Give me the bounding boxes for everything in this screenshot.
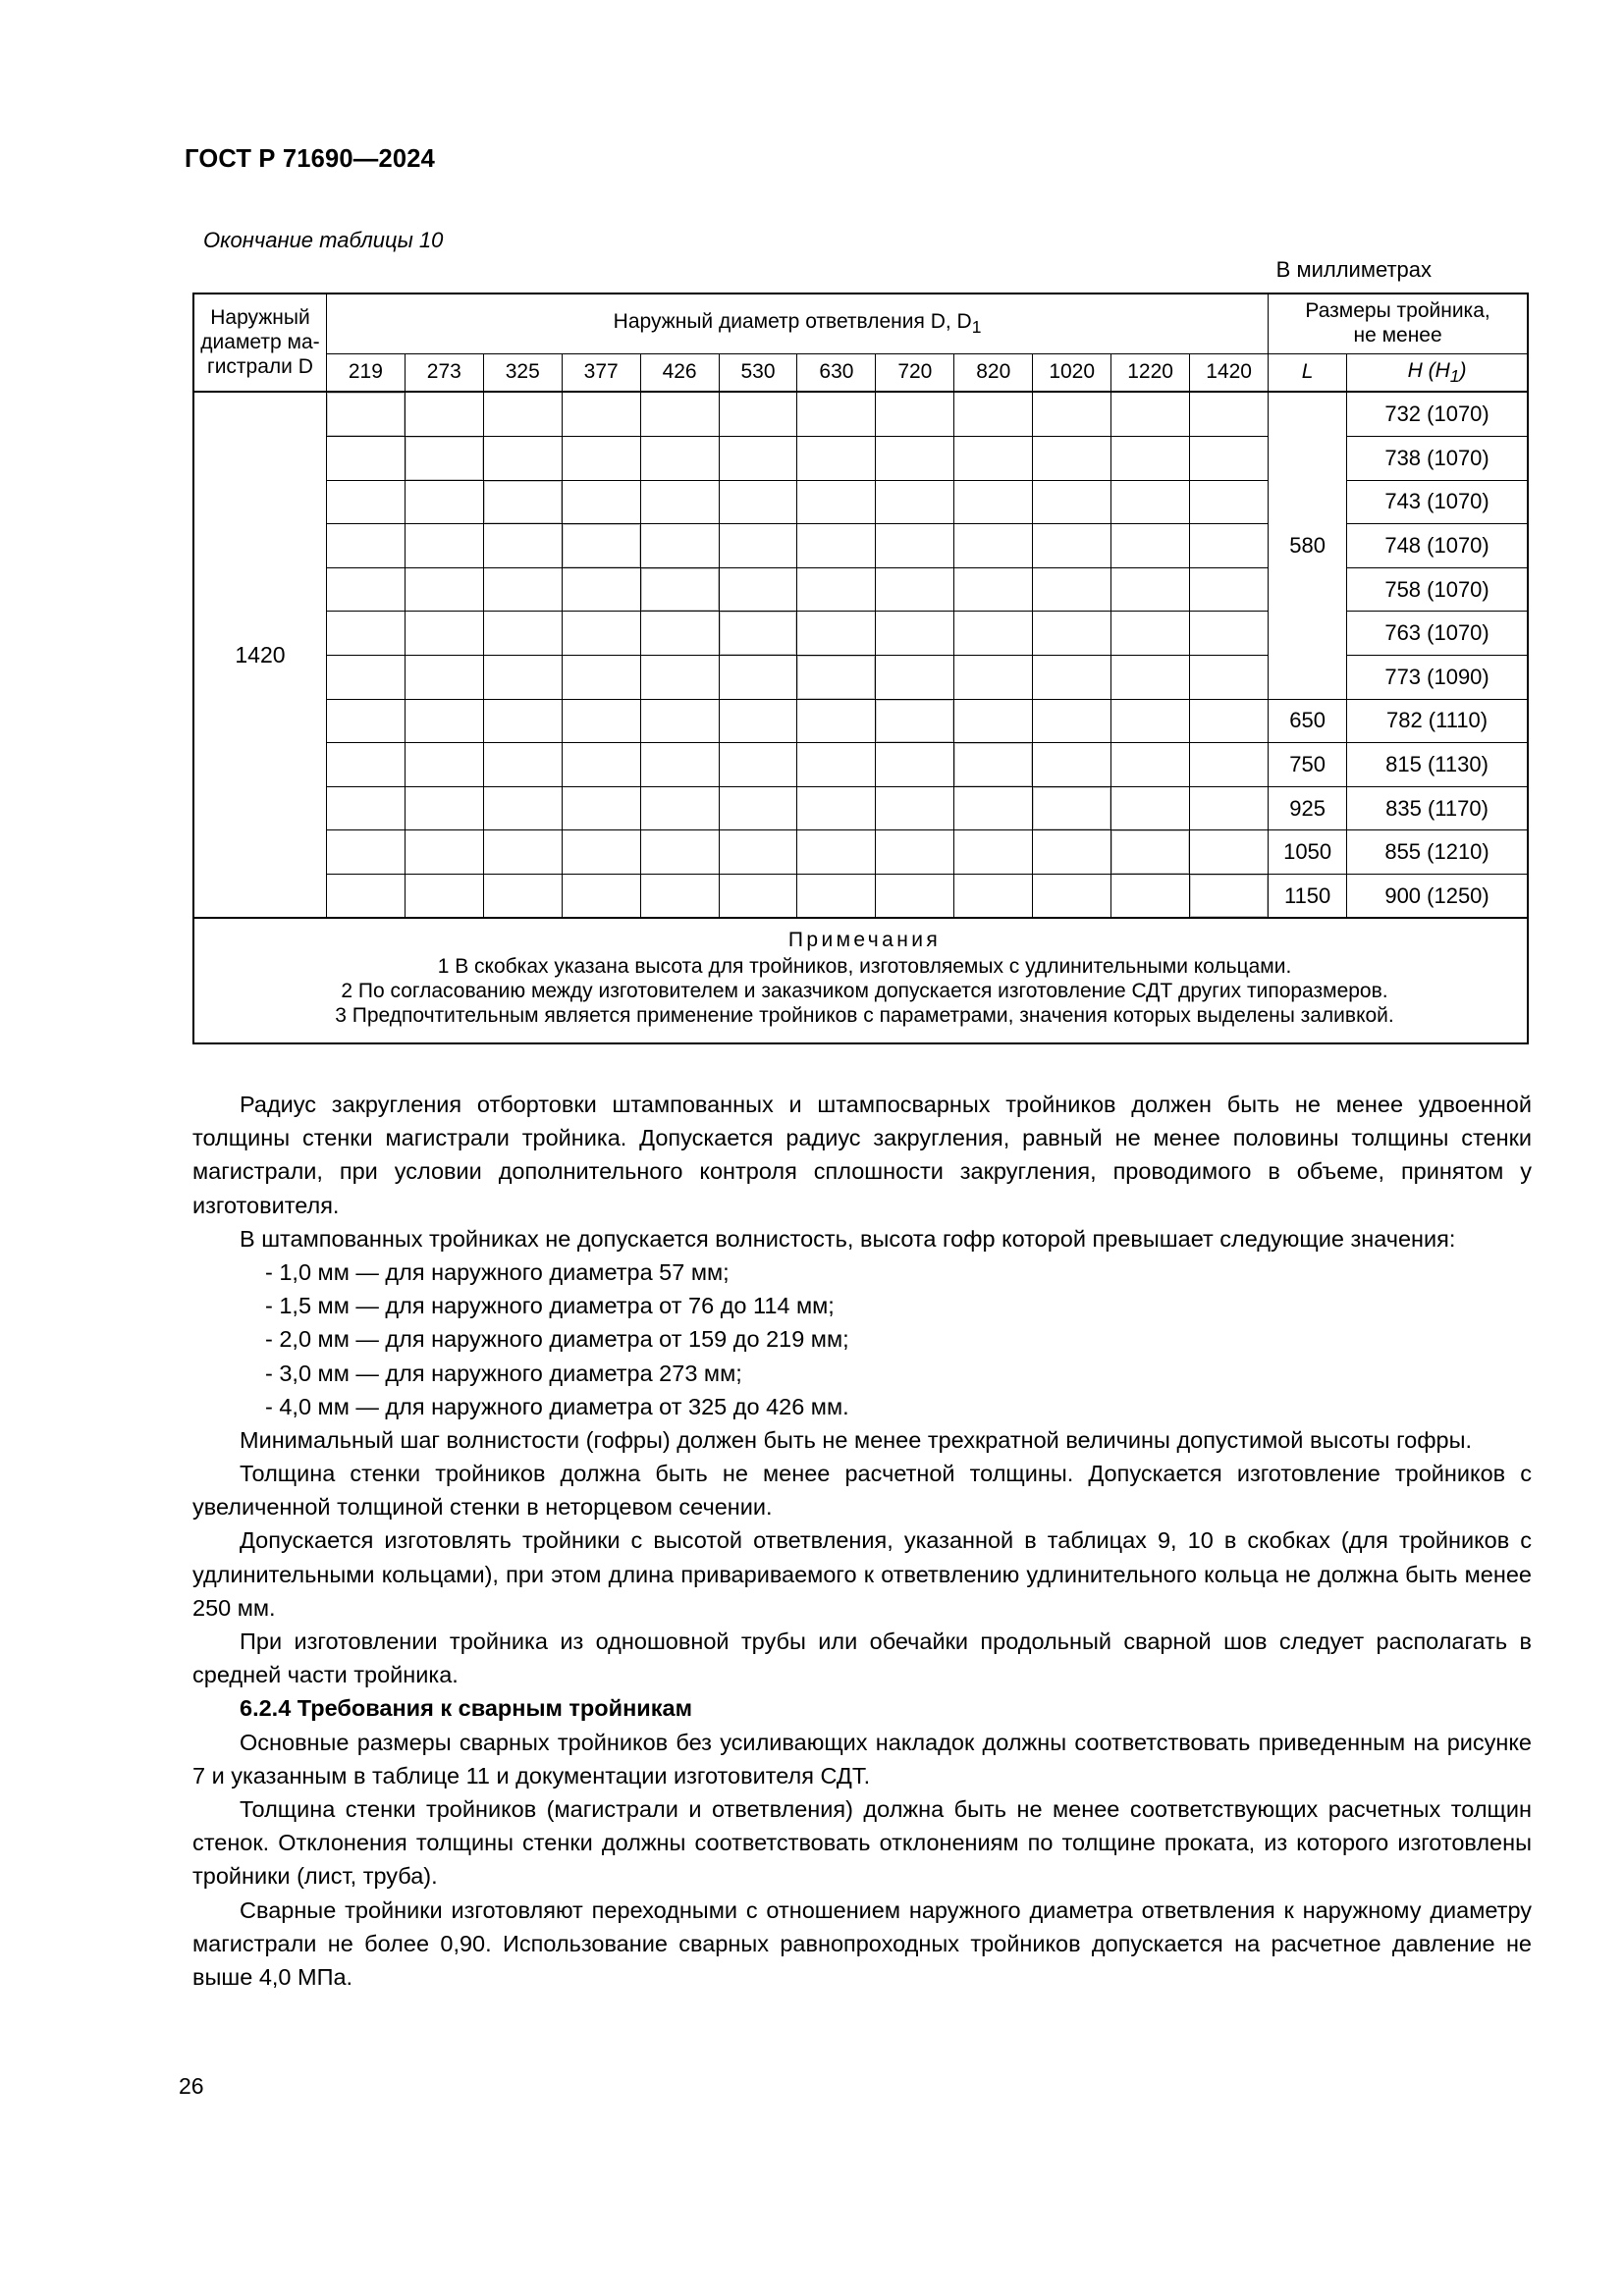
cell-branch: [326, 786, 405, 830]
header-branch-col-377: 377: [562, 353, 640, 392]
cell-branch: [1190, 786, 1269, 830]
cell-branch: [876, 830, 954, 875]
cell-branch-preferred: [1111, 830, 1190, 875]
cell-branch: [326, 480, 405, 524]
cell-branch: [719, 524, 797, 568]
cell-branch: [562, 567, 640, 612]
header-branch-col-273: 273: [405, 353, 483, 392]
cell-length-L: 750: [1269, 743, 1347, 787]
cell-branch: [326, 612, 405, 656]
header-main-diameter-line2: диаметр ма-: [200, 330, 320, 353]
table-row: [193, 874, 1528, 918]
cell-branch: [1033, 743, 1111, 787]
cell-length-L: 580: [1269, 392, 1347, 699]
cell-branch: [562, 612, 640, 656]
cell-branch: [797, 436, 876, 480]
cell-branch: [1033, 567, 1111, 612]
list-item-3: - 2,0 мм — для наружного диаметра от 159 до 219 мм;: [265, 1326, 849, 1353]
cell-branch: [954, 524, 1033, 568]
cell-height-H: 815 (1130): [1347, 743, 1528, 787]
cell-height-H: 782 (1110): [1347, 699, 1528, 743]
cell-branch: [954, 567, 1033, 612]
cell-branch: [405, 655, 483, 699]
cell-branch: [1190, 436, 1269, 480]
notes-title: Примечания: [787, 929, 942, 952]
section-heading-6-2-4: 6.2.4 Требования к сварным тройникам: [240, 1695, 692, 1722]
cell-branch: [954, 480, 1033, 524]
cell-branch: [1190, 480, 1269, 524]
cell-height-H: 855 (1210): [1347, 830, 1528, 875]
cell-branch: [326, 874, 405, 918]
table-row: [193, 699, 1528, 743]
header-col-L: [1269, 353, 1347, 392]
cell-branch: [405, 567, 483, 612]
cell-branch: [876, 655, 954, 699]
paragraph-1: Радиус закругления отбортовки штампованных и штампосварных тройников должен быть не менее удвоенной толщины стенки магистрали тройника. Допускается радиус закругления, равный не менее половины толщины стенки магистрали, при условии дополнительного контроля сплошности закругления, проводимого в объеме, принятом у изготовителя.: [192, 1092, 1532, 1218]
cell-branch: [640, 786, 719, 830]
cell-height-H: 738 (1070): [1347, 436, 1528, 480]
paragraph-3: Минимальный шаг волнистости (гофры) должен быть не менее трехкратной величины допустимой высоты гофры.: [240, 1426, 1473, 1453]
header-branch-col-1020: 1020: [1033, 353, 1111, 392]
cell-branch: [483, 392, 562, 436]
cell-height-H: 758 (1070): [1347, 567, 1528, 612]
header-main-diameter: [193, 294, 326, 392]
table-row: [193, 830, 1528, 875]
header-main-diameter-line1: Наружный: [210, 306, 310, 330]
header-col-H-subscript: 1: [1449, 365, 1460, 386]
cell-branch: [1111, 480, 1190, 524]
cell-branch: [719, 786, 797, 830]
paragraph-6: При изготовлении тройника из одношовной трубы или обечайки продольный сварной шов следует располагать в средней части тройника.: [192, 1629, 1532, 1688]
header-branch-col-530: 530: [719, 353, 797, 392]
header-branch-col-630: 630: [797, 353, 876, 392]
cell-branch: [719, 743, 797, 787]
cell-branch: [483, 874, 562, 918]
cell-branch: [1190, 392, 1269, 436]
cell-branch: [1033, 480, 1111, 524]
table-body: [193, 392, 1528, 918]
cell-branch: [405, 743, 483, 787]
cell-branch: [1111, 392, 1190, 436]
cell-branch: [562, 699, 640, 743]
header-branch-col-1220: 1220: [1111, 353, 1190, 392]
cell-branch: [1111, 786, 1190, 830]
cell-branch: [876, 567, 954, 612]
cell-branch: [1111, 743, 1190, 787]
note-item-3: 3 Предпочтительным является применение тройников с параметрами, значения которых выделены заливкой.: [335, 1003, 1394, 1027]
cell-branch: [719, 655, 797, 699]
cell-branch: [1190, 655, 1269, 699]
header-branch-diameter-text: Наружный диаметр ответвления D, D: [613, 309, 972, 333]
cell-branch: [483, 699, 562, 743]
header-col-H-symbol: [1407, 358, 1467, 386]
cell-branch: [719, 830, 797, 875]
cell-branch-preferred: [562, 524, 640, 568]
cell-branch: [326, 743, 405, 787]
header-branch-col-720: 720: [876, 353, 954, 392]
cell-branch: [640, 743, 719, 787]
table-caption: Окончание таблицы 10: [203, 228, 444, 252]
cell-branch: [1033, 392, 1111, 436]
cell-length-L: 1050: [1269, 830, 1347, 875]
cell-branch: [483, 743, 562, 787]
cell-branch: [483, 655, 562, 699]
cell-branch-preferred: [640, 567, 719, 612]
cell-branch: [797, 392, 876, 436]
cell-branch: [483, 436, 562, 480]
cell-branch: [1111, 655, 1190, 699]
cell-branch: [719, 436, 797, 480]
table-units-note: В миллиметрах: [1275, 257, 1432, 282]
waviness-list: [192, 1255, 1532, 1423]
cell-branch: [640, 655, 719, 699]
cell-branch: [326, 567, 405, 612]
data-table: [192, 293, 1529, 1044]
cell-branch: [562, 392, 640, 436]
cell-branch-preferred: [876, 699, 954, 743]
cell-height-H: 835 (1170): [1347, 786, 1528, 830]
cell-branch: [562, 874, 640, 918]
header-tee-sizes-line2: не менее: [1353, 323, 1442, 347]
cell-branch: [719, 699, 797, 743]
cell-branch: [405, 392, 483, 436]
cell-branch: [876, 392, 954, 436]
cell-branch: [797, 743, 876, 787]
cell-height-H: 743 (1070): [1347, 480, 1528, 524]
cell-branch: [1033, 655, 1111, 699]
cell-branch: [797, 699, 876, 743]
cell-branch: [562, 830, 640, 875]
cell-branch: [797, 612, 876, 656]
cell-branch: [1111, 874, 1190, 918]
cell-branch-preferred: [797, 655, 876, 699]
cell-branch: [483, 786, 562, 830]
cell-branch: [405, 830, 483, 875]
paragraph-2: В штампованных тройниках не допускается волнистость, высота гофр которой превышает следующие значения:: [240, 1225, 1456, 1252]
cell-height-H: 732 (1070): [1347, 392, 1528, 436]
cell-branch: [797, 830, 876, 875]
cell-branch: [719, 874, 797, 918]
cell-branch: [326, 699, 405, 743]
header-branch-col-426: 426: [640, 353, 719, 392]
cell-branch: [719, 392, 797, 436]
cell-branch: [326, 436, 405, 480]
header-main-diameter-line3: гистрали D: [207, 354, 313, 378]
cell-length-L: 925: [1269, 786, 1347, 830]
cell-branch: [954, 874, 1033, 918]
cell-branch: [797, 524, 876, 568]
cell-branch: [405, 480, 483, 524]
header-branch-col-1420: 1420: [1190, 353, 1269, 392]
list-item-5: - 4,0 мм — для наружного диаметра от 325 до 426 мм.: [265, 1393, 849, 1419]
list-item-1: - 1,0 мм — для наружного диаметра 57 мм;: [265, 1258, 730, 1285]
cell-branch: [954, 612, 1033, 656]
note-item-2: 2 По согласованию между изготовителем и заказчиком допускается изготовление СДТ других типоразмеров.: [341, 980, 1388, 1003]
cell-branch: [876, 480, 954, 524]
cell-branch: [483, 567, 562, 612]
cell-branch: [1111, 567, 1190, 612]
paragraph-8: Толщина стенки тройников (магистрали и ответвления) должна быть не менее соответствующих расчетных толщин стенок. Отклонения толщины стенки должны соответствовать отклонениям по толщине проката, из которого изготовлены тройники (лист, труба).: [192, 1795, 1532, 1890]
cell-branch: [326, 655, 405, 699]
list-item-2: - 1,5 мм — для наружного диаметра от 76 до 114 мм;: [265, 1293, 835, 1319]
cell-branch: [1111, 612, 1190, 656]
header-branch-col-325: 325: [483, 353, 562, 392]
header-col-H-tail: ): [1459, 358, 1467, 382]
cell-branch: [483, 524, 562, 568]
cell-branch: [1033, 524, 1111, 568]
cell-branch: [876, 524, 954, 568]
cell-branch: [954, 786, 1033, 830]
cell-branch-preferred: [954, 743, 1033, 787]
cell-height-H: 748 (1070): [1347, 524, 1528, 568]
cell-branch: [405, 874, 483, 918]
cell-branch: [640, 874, 719, 918]
body-copy: [192, 1088, 1532, 1994]
cell-main-diameter: 1420: [193, 392, 326, 918]
cell-branch-preferred: [1190, 874, 1269, 918]
cell-branch: [1190, 699, 1269, 743]
cell-height-H: 763 (1070): [1347, 612, 1528, 656]
notes-row: [193, 918, 1528, 1042]
cell-branch: [954, 655, 1033, 699]
cell-branch: [1190, 830, 1269, 875]
note-item-1: 1 В скобках указана высота для тройников, изготовляемых с удлинительными кольцами.: [437, 955, 1292, 979]
cell-branch: [640, 830, 719, 875]
header-tee-sizes: [1269, 294, 1528, 353]
header-row-columns: [193, 353, 1528, 392]
cell-branch: [405, 699, 483, 743]
cell-branch: [1033, 699, 1111, 743]
cell-branch: [954, 392, 1033, 436]
header-col-H-text: H (H: [1407, 358, 1450, 382]
cell-length-L: 650: [1269, 699, 1347, 743]
header-tee-sizes-line1: Размеры тройника,: [1305, 299, 1490, 322]
cell-branch: [640, 480, 719, 524]
table-row: [193, 392, 1528, 436]
cell-branch: [797, 874, 876, 918]
cell-branch: [1190, 743, 1269, 787]
header-branch-col-219: 219: [326, 353, 405, 392]
running-head: ГОСТ Р 71690—2024: [185, 145, 436, 173]
cell-branch: [1033, 612, 1111, 656]
cell-height-H: 900 (1250): [1347, 874, 1528, 918]
header-branch-col-820: 820: [954, 353, 1033, 392]
cell-branch: [405, 612, 483, 656]
cell-branch: [1033, 436, 1111, 480]
table-10-continuation: [192, 293, 1529, 1044]
cell-branch: [1190, 524, 1269, 568]
paragraph-5: Допускается изготовлять тройники с высотой ответвления, указанной в таблицах 9, 10 в скобках (для тройников с удлинительными кольцами), при этом длина привариваемого к ответвлению удлинительного кольца не должна быть менее 250 мм.: [192, 1527, 1532, 1621]
cell-branch: [562, 743, 640, 787]
table-header: [193, 294, 1528, 392]
table-notes-footer: [193, 918, 1528, 1042]
cell-branch: [797, 480, 876, 524]
cell-branch: [876, 874, 954, 918]
cell-branch-preferred: [483, 480, 562, 524]
cell-branch: [640, 392, 719, 436]
paragraph-7: Основные размеры сварных тройников без усиливающих накладок должны соответствовать приведенным на рисунке 7 и указанным в таблице 11 и документации изготовителя СДТ.: [192, 1729, 1532, 1789]
cell-branch-preferred: [405, 436, 483, 480]
cell-height-H: 773 (1090): [1347, 655, 1528, 699]
cell-branch: [797, 567, 876, 612]
cell-branch: [1111, 436, 1190, 480]
table-notes: [193, 918, 1528, 1042]
cell-branch-preferred: [1033, 786, 1111, 830]
cell-branch: [562, 655, 640, 699]
cell-branch: [640, 524, 719, 568]
header-col-H: [1347, 353, 1528, 392]
cell-branch: [640, 699, 719, 743]
header-branch-diameter-subscript: 1: [971, 317, 982, 338]
cell-branch: [483, 830, 562, 875]
cell-branch: [954, 830, 1033, 875]
cell-branch: [1033, 874, 1111, 918]
header-branch-diameter-span: [326, 294, 1268, 353]
cell-branch: [640, 612, 719, 656]
cell-branch: [954, 699, 1033, 743]
header-col-L-symbol: L: [1301, 360, 1314, 384]
cell-branch: [876, 436, 954, 480]
cell-branch: [876, 786, 954, 830]
cell-branch: [1111, 524, 1190, 568]
table-row: [193, 743, 1528, 787]
cell-branch: [562, 786, 640, 830]
cell-branch: [562, 480, 640, 524]
cell-branch: [876, 612, 954, 656]
cell-branch-preferred: [326, 392, 405, 436]
paragraph-4: Толщина стенки тройников должна быть не менее расчетной толщины. Допускается изготовление тройников с увеличенной толщиной стенки в неторцевом сечении.: [192, 1461, 1532, 1521]
cell-branch: [1190, 567, 1269, 612]
cell-branch: [326, 524, 405, 568]
cell-branch: [483, 612, 562, 656]
cell-branch: [954, 436, 1033, 480]
paragraph-9: Сварные тройники изготовляют переходными с отношением наружного диаметра ответвления к наружному диаметру магистрали не более 0,90. Использование сварных равнопроходных тройников допускается на расчетное давление не выше 4,0 МПа.: [192, 1896, 1532, 1990]
list-item-4: - 3,0 мм — для наружного диаметра 273 мм;: [265, 1360, 742, 1386]
cell-branch: [405, 524, 483, 568]
table-row: [193, 786, 1528, 830]
cell-branch: [719, 480, 797, 524]
cell-branch: [1033, 830, 1111, 875]
cell-branch: [405, 786, 483, 830]
cell-branch: [326, 830, 405, 875]
cell-length-L: 1150: [1269, 874, 1347, 918]
cell-branch: [640, 436, 719, 480]
cell-branch: [562, 436, 640, 480]
cell-branch: [876, 743, 954, 787]
cell-branch: [719, 567, 797, 612]
cell-branch: [1111, 699, 1190, 743]
cell-branch: [1190, 612, 1269, 656]
header-row-top: [193, 294, 1528, 353]
cell-branch-preferred: [719, 612, 797, 656]
page-number: 26: [179, 2073, 204, 2099]
cell-branch: [797, 786, 876, 830]
